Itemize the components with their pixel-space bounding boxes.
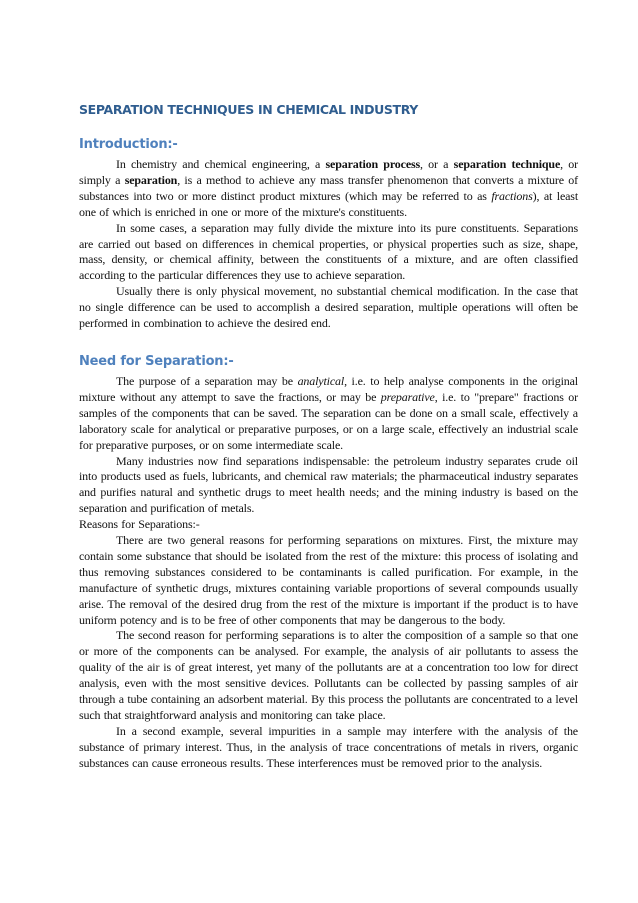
need-for-separation-heading: Need for Separation:- — [79, 353, 234, 369]
need-paragraph-3: There are two general reasons for performing separations on mixtures. First, the mixture may contain some substance that should be isolated from the rest of the mixture: this process of isolating and thus removing substances considered to be contaminants is called purification. For example, in the manufacture of synthetic drugs, mixtures containing variable proportions of several compounds usually arise. The removal of the desired drug from the rest of the mixture is important if the product is to have uniform potency and is to be free of other components that may be dangerous to the body. — [79, 533, 578, 627]
introduction-paragraph-3: Usually there is only physical movement, no substantial chemical modification. In the case that no single difference can be used to accomplish a desired separation, multiple operations will often be performed in combination to achieve the desired end. — [79, 284, 578, 331]
need-paragraph-1: The purpose of a separation may be analytical, i.e. to help analyse components in the original mixture without any attempt to save the fractions, or may be preparative, i.e. to "prepare" fractions or samples of the components that can be saved. The separation can be done on a small scale, effectively a laboratory scale for analytical or preparative purposes, or on a large scale, effectively an industrial scale for preparative purposes, or on some intermediate scale. — [79, 373, 578, 452]
reasons-label: Reasons for Separations:- — [79, 517, 200, 532]
introduction-paragraph-2: In some cases, a separation may fully divide the mixture into its pure constituents. Separations are carried out based on differences in chemical properties, or physical properties such as size, shape, mass, density, or chemical affinity, between the constituents of a mixture, and are often classified according to the particular differences they use to achieve separation. — [79, 220, 578, 283]
document-title: SEPARATION TECHNIQUES IN CHEMICAL INDUSTRY — [79, 102, 419, 117]
need-paragraph-5: In a second example, several impurities in a sample may interfere with the analysis of the substance of primary interest. Thus, in the analysis of trace concentrations of metals in rivers, organic substances can cause erroneous results. These interferences must be removed prior to the analysis. — [79, 723, 578, 770]
need-paragraph-2: Many industries now find separations indispensable: the petroleum industry separates crude oil into products used as fuels, lubricants, and chemical raw materials; the pharmaceutical industry separates and purifies natural and synthetic drugs to meet health needs; and the mining industry is based on the separation and purification of metals. — [79, 453, 578, 516]
need-paragraph-4: The second reason for performing separations is to alter the composition of a sample so that one or more of the components can be analysed. For example, the analysis of air pollutants to assess the quality of the air is of great interest, yet many of the pollutants are at a concentration too low for direct analysis, even with the most sensitive devices. Pollutants can be collected by passing samples of air through a tube containing an adsorbent material. By this process the pollutants are concentrated to a level such that straightforward analysis and monitoring can take place. — [79, 628, 578, 722]
introduction-paragraph-1: In chemistry and chemical engineering, a separation process, or a separation technique, or simply a separation, is a method to achieve any mass transfer phenomenon that converts a mixture of substances into two or more distinct product mixtures (which may be referred to as fractions), at least one of which is enriched in one or more of the mixture's constituents. — [79, 157, 578, 219]
introduction-heading: Introduction:- — [79, 137, 178, 152]
